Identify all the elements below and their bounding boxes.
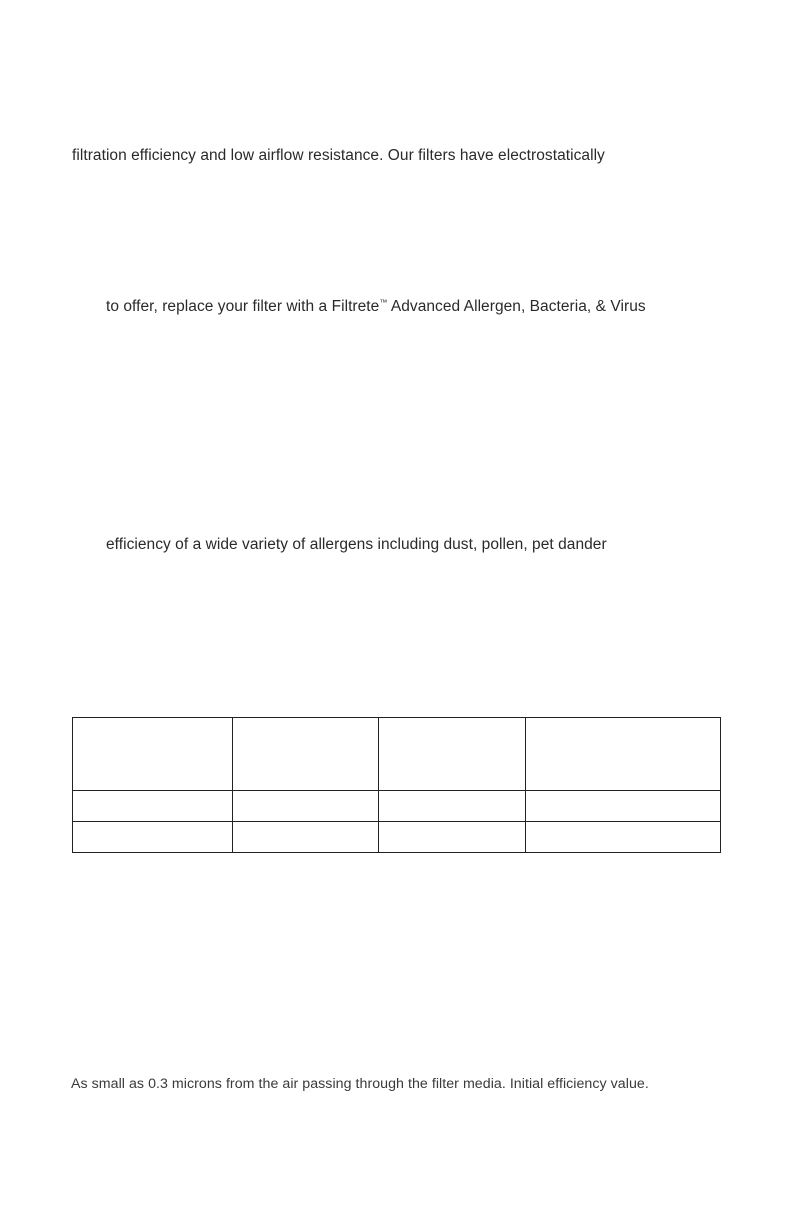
trademark-symbol: ™ (379, 298, 388, 307)
body-text-segment: Advanced Allergen, Bacteria, & Virus (387, 298, 646, 315)
body-text-segment: to offer, replace your filter with a Filtrete (106, 298, 380, 315)
body-text-line: efficiency of a wide variety of allergens including dust, pollen, pet dander (106, 536, 607, 553)
table-cell (379, 822, 526, 853)
table-cell (526, 822, 721, 853)
table-cell (73, 791, 233, 822)
table-header-cell (233, 718, 379, 791)
table-cell (73, 822, 233, 853)
footnote: As small as 0.3 microns from the air passing through the filter media. Initial efficiency value. (71, 1076, 649, 1092)
table-row (73, 822, 721, 853)
table-cell (379, 791, 526, 822)
table-cell (526, 791, 721, 822)
table-cell (233, 822, 379, 853)
table-header-cell (73, 718, 233, 791)
filter-spec-table (72, 717, 721, 853)
table-row (73, 791, 721, 822)
table-header-cell (526, 718, 721, 791)
table-header-row (73, 718, 721, 791)
body-text-line (106, 299, 646, 315)
table-cell (233, 791, 379, 822)
body-text-line: filtration efficiency and low airflow resistance. Our filters have electrostatically (72, 147, 605, 164)
table-header-cell (379, 718, 526, 791)
